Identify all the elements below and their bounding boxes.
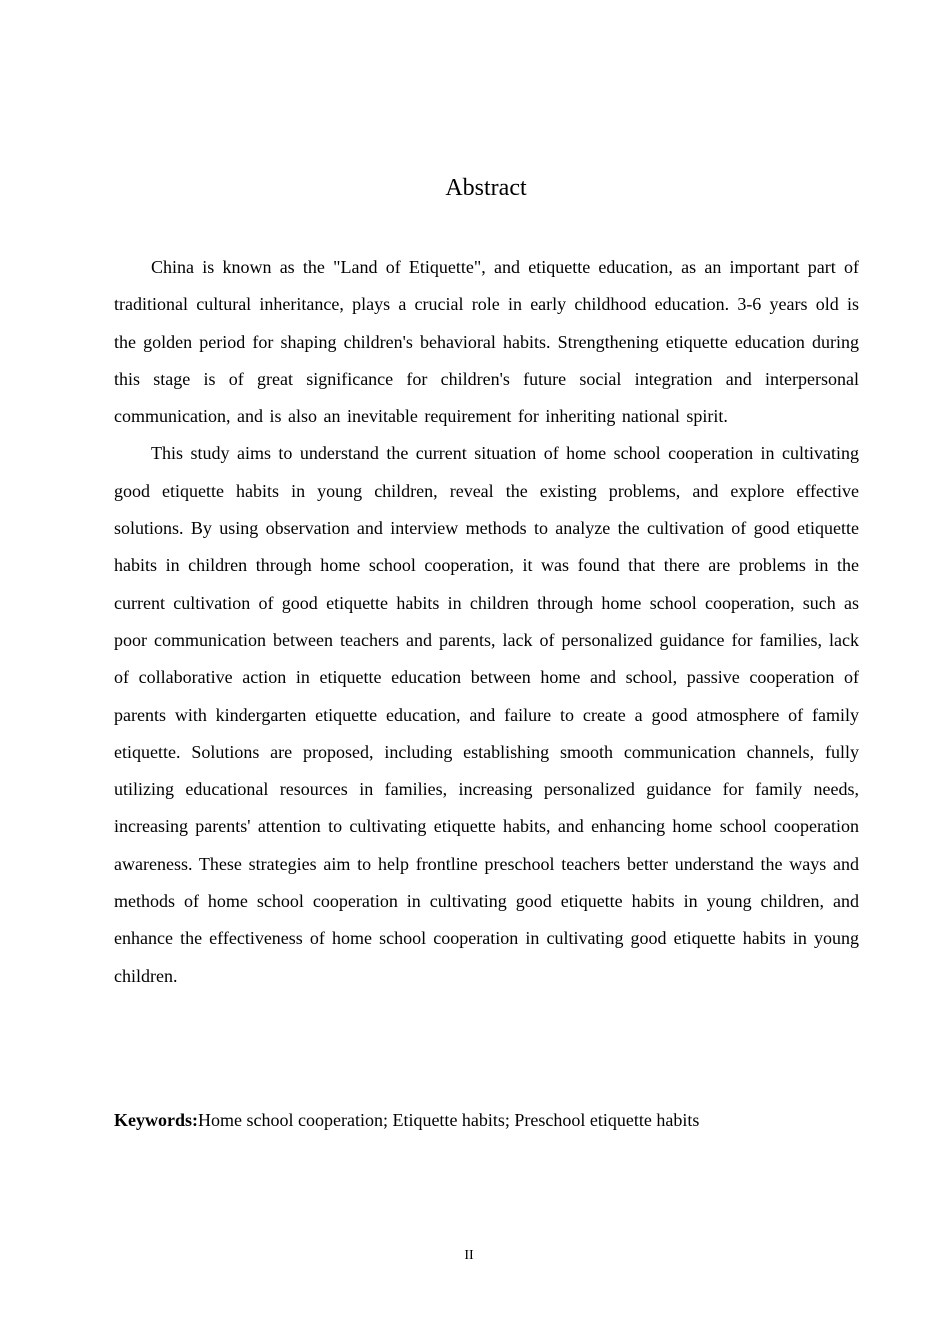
abstract-paragraph-2: This study aims to understand the current situation of home school cooperation in cultivating good etiquette habits in young children, reveal the existing problems, and explore effective solutions. By using observation and interview methods to analyze the cultivation of good etiquette habits in children through home school cooperation, it was found that there are problems in the current cultivation of good etiquette habits in children through home school cooperation, such as poor communication between teachers and parents, lack of personalized guidance for families, lack of collaborative action in etiquette education between home and school, passive cooperation of parents with kindergarten etiquette education, and failure to create a good atmosphere of family etiquette. Solutions are proposed, including establishing smooth communication channels, fully utilizing educational resources in families, increasing personalized guidance for family needs, increasing parents' attention to cultivating etiquette habits, and enhancing home school cooperation awareness. These strategies aim to help frontline preschool teachers better understand the ways and methods of home school cooperation in cultivating good etiquette habits in young children, and enhance the effectiveness of home school cooperation in cultivating good etiquette habits in young children. — [114, 443, 859, 986]
keywords-line — [114, 1105, 859, 1135]
keywords-label: Keywords: — [114, 1110, 198, 1130]
page-number: II — [464, 1248, 474, 1263]
abstract-paragraph-1: China is known as the "Land of Etiquette", and etiquette education, as an important part of traditional cultural inheritance, plays a crucial role in early childhood education. 3-6 years old is the golden period for shaping children's behavioral habits. Strengthening etiquette education during this stage is of great significance for children's future social integration and interpersonal communication, and is also an inevitable requirement for inheriting national spirit. — [114, 257, 859, 427]
keywords-text: Home school cooperation; Etiquette habits; Preschool etiquette habits — [198, 1110, 700, 1130]
page-title: Abstract — [445, 175, 527, 201]
abstract-body — [114, 249, 859, 995]
